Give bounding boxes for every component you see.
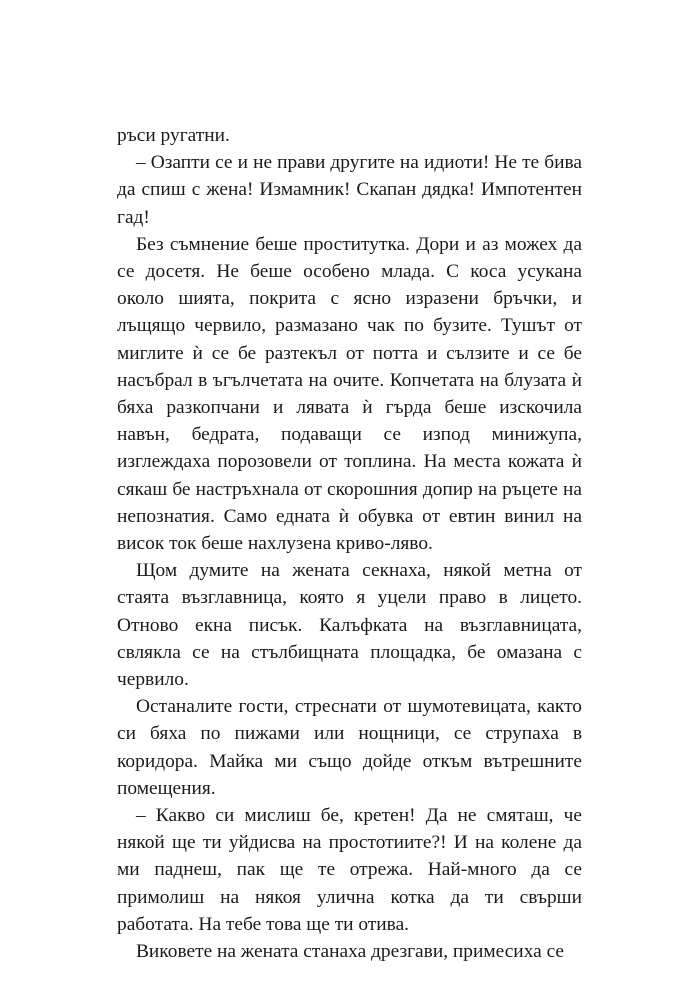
paragraph-2: – Озапти се и не прави другите на идиоти! Не те бива да спиш с жена! Измамник! Скапан дядка! Импотентен гад! [117,152,582,228]
paragraph-5: Останалите гости, стреснати от шумотевицата, както си бяха по пижами или нощници, се струпаха в коридора. Майка ми също дойде откъм вътрешните помещения. [117,696,582,799]
paragraph-7: Виковете на жената станаха дрезгави, примесиха се [136,941,565,963]
paragraph-3: Без съмнение беше проститутка. Дори и аз можех да се досетя. Не беше особено млада. С коса усукана около шията, покрита с ясно изразени бръчки, и лъщящо червило, размазано чак по бузите. Тушът от миглите ѝ се бе разтекъл от потта и сълзите и се бе насъбрал в ъгълчетата на очите. Копчетата на блузата ѝ бяха разкопчани и лявата ѝ гърда беше изскочила навън, бедрата, подаващи се изпод минижупа, изглеждаха порозовели от топлина. На места кожата ѝ сякаш бе настръхнала от скорошния допир на ръцете на непознатия. Само едната ѝ обувка от евтин винил на висок ток беше нахлузена криво-ляво. [117,233,582,555]
paragraph-1: ръси ругатни. [117,125,230,146]
page-text [117,122,582,965]
paragraph-4: Щом думите на жената секнаха, някой метна от стаята възглавница, която я уцели право в лицето. Отново екна писък. Калъфката на възглавницата, свлякла се на стълбищната площадка, бе омазана с червило. [117,560,582,691]
paragraph-6: – Какво си мислиш бе, кретен! Да не смяташ, че някой ще ти уйдисва на простотиите?! И на колене да ми паднеш, пак ще те отрежа. Най-много да се примолиш на някоя улична котка да ти свърши работата. На тебе това ще ти отива. [117,805,582,935]
